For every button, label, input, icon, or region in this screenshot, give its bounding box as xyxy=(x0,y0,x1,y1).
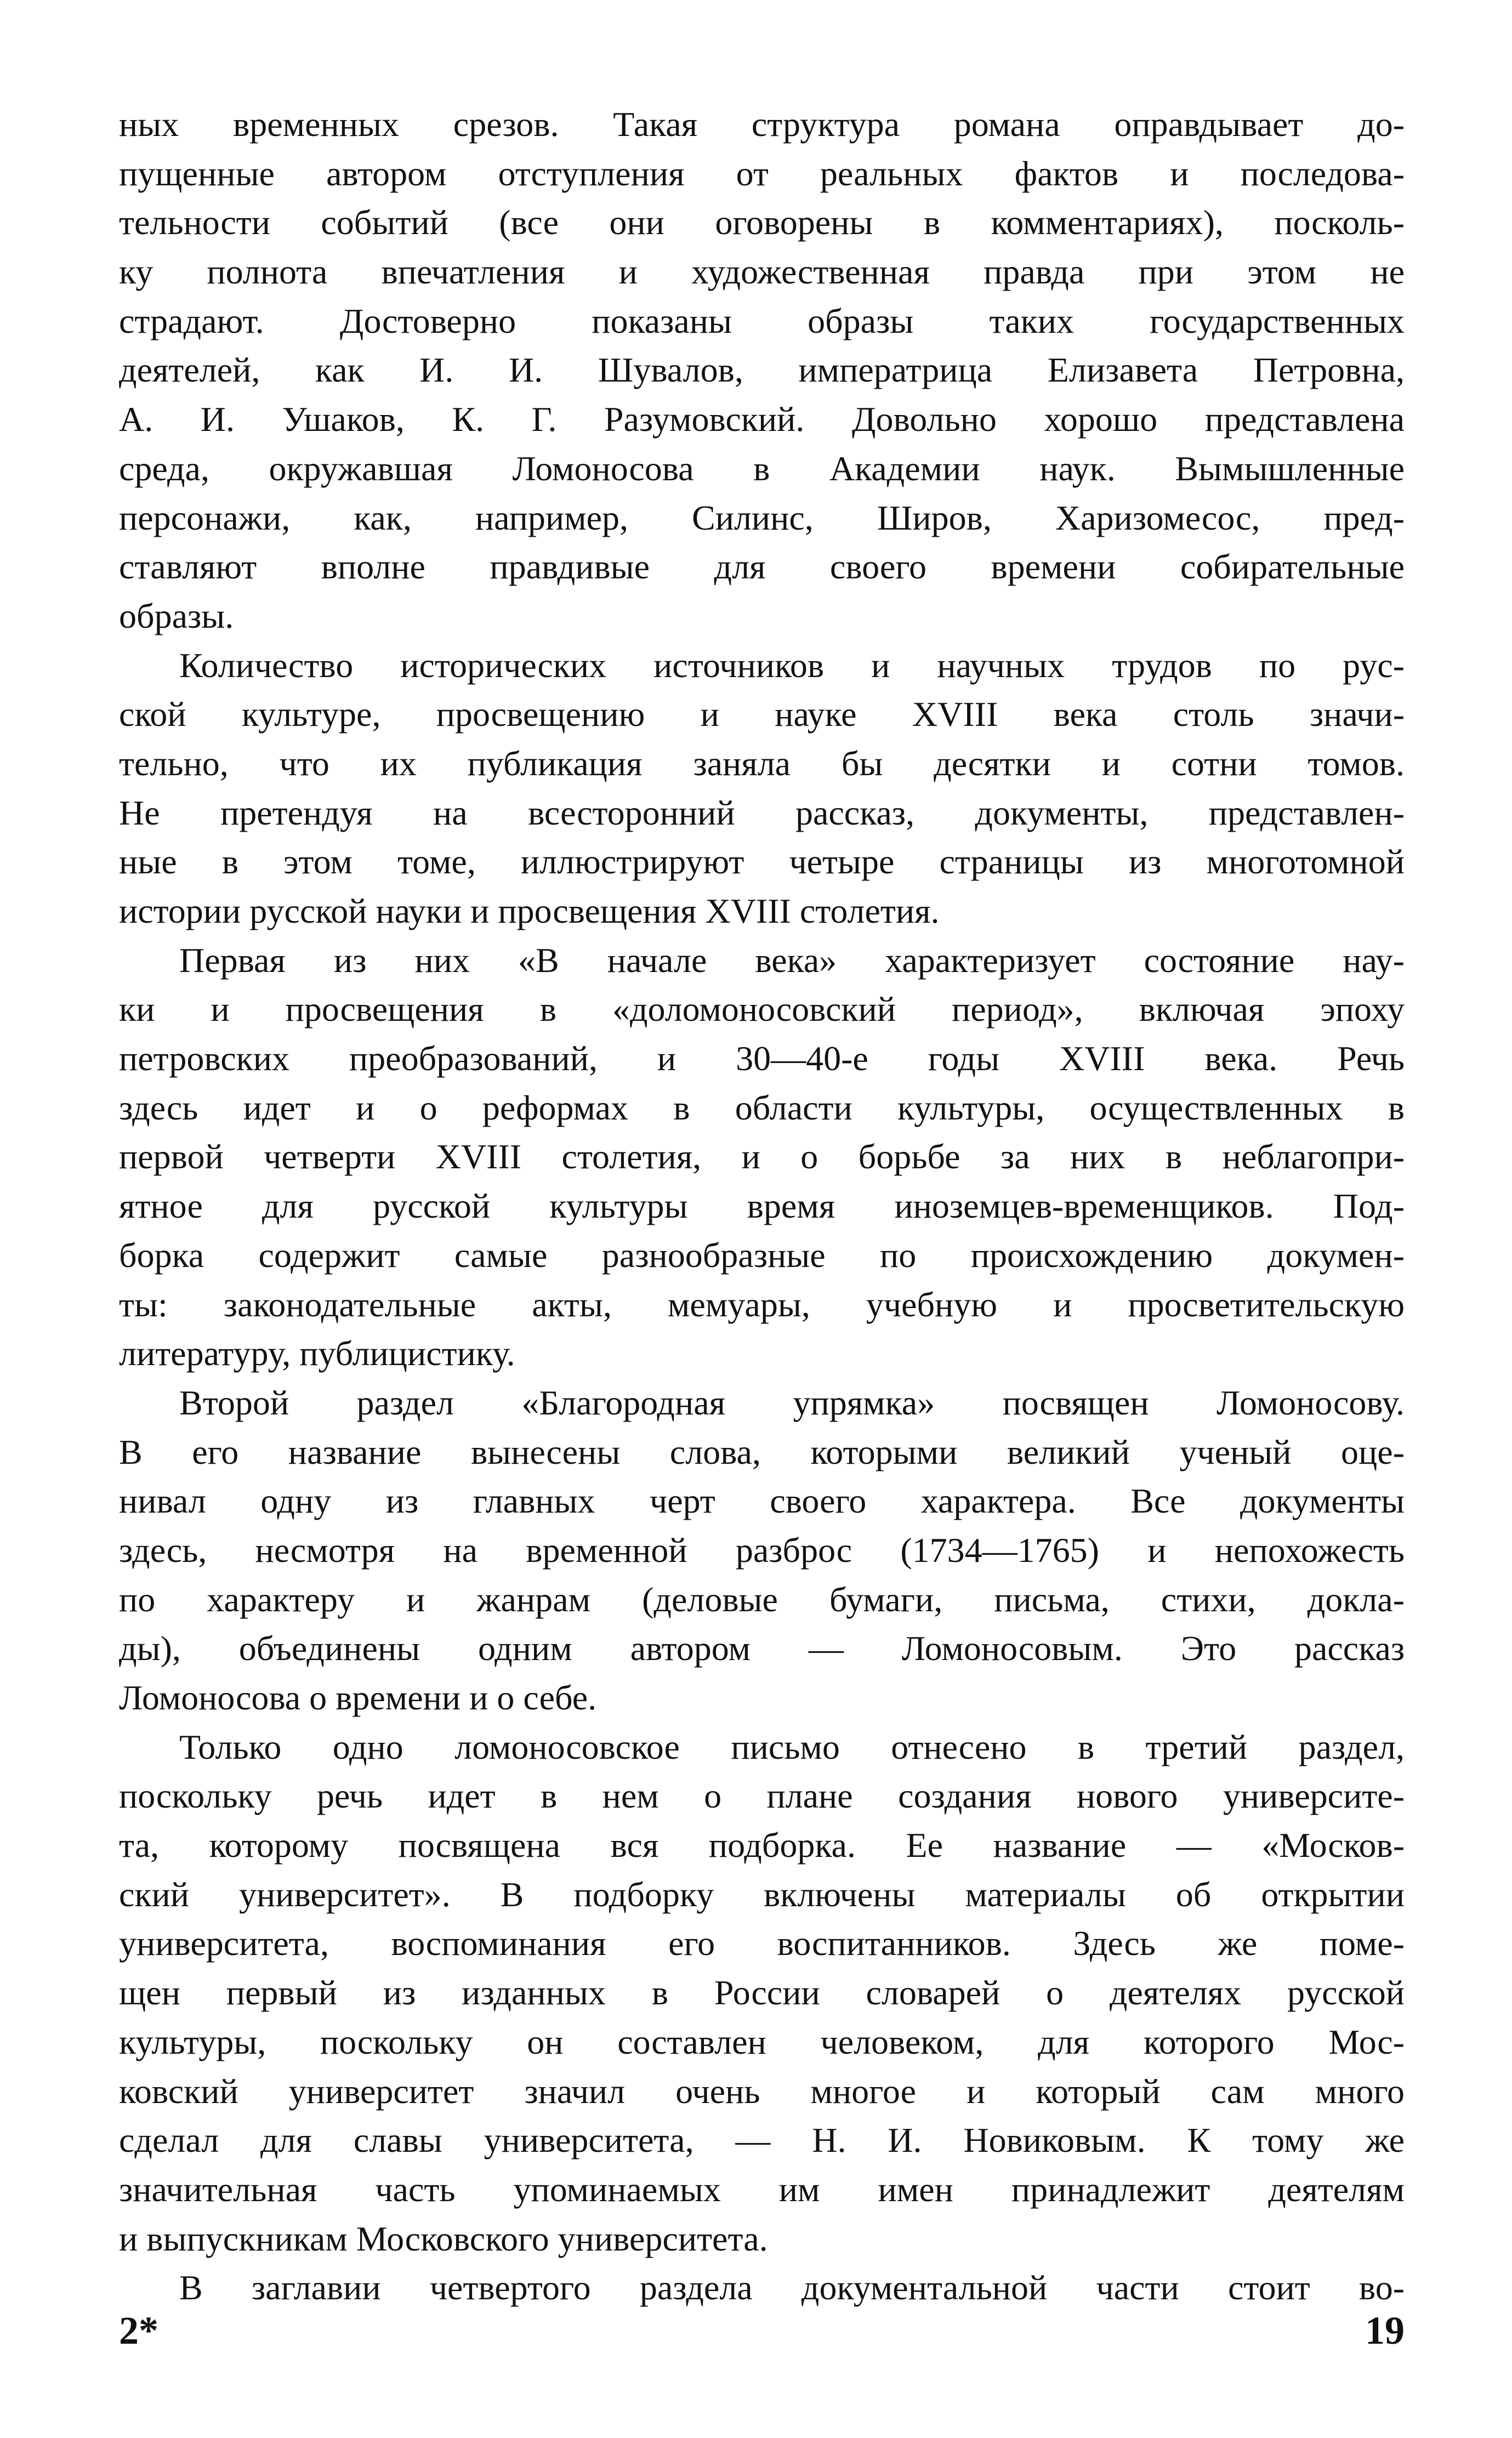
text-line: Не претендуя на всесторонний рассказ, документы, представлен- xyxy=(119,793,1405,832)
text-line: ский университет». В подборку включены материалы об открытии xyxy=(119,1874,1405,1914)
text-line: В его название вынесены слова, которыми великий ученый оце- xyxy=(119,1432,1405,1471)
text-line: ской культуре, просвещению и науке XVIII века столь значи- xyxy=(119,695,1405,734)
text-line: университета, воспоминания его воспитанников. Здесь же поме- xyxy=(119,1924,1405,1963)
text-line: образы. xyxy=(119,596,234,635)
text-line: щен первый из изданных в России словарей о деятелях русской xyxy=(119,1973,1405,2013)
text-line: персонажи, как, например, Силинс, Широв, Харизомесос, пред- xyxy=(119,498,1405,537)
document-body xyxy=(119,100,1405,2312)
text-line: ные в этом томе, иллюстрируют четыре страницы из многотомной xyxy=(119,842,1405,882)
text-line: страдают. Достоверно показаны образы таких государственных xyxy=(119,301,1405,340)
text-line: ты: законодательные акты, мемуары, учебную и просветительскую xyxy=(119,1285,1405,1324)
page-footer xyxy=(119,2308,1405,2363)
text-line: сделал для славы университета, — Н. И. Новиковым. К тому же xyxy=(119,2121,1405,2160)
text-line: та, которому посвящена вся подборка. Ее название — «Москов- xyxy=(119,1826,1405,1865)
text-line: истории русской науки и просвещения XVIII столетия. xyxy=(119,891,940,930)
text-line: здесь идет и о реформах в области культуры, осуществленных в xyxy=(119,1088,1405,1127)
text-line: и выпускникам Московского университета. xyxy=(119,2219,768,2258)
text-line: А. И. Ушаков, К. Г. Разумовский. Довольно хорошо представлена xyxy=(119,400,1405,439)
page-number: 19 xyxy=(1365,2309,1405,2352)
text-line: ставляют вполне правдивые для своего времени собирательные xyxy=(119,547,1405,587)
text-line: культуры, поскольку он составлен человеком, для которого Мос- xyxy=(119,2022,1405,2061)
text-line: ковский университет значил очень многое и который сам много xyxy=(119,2071,1405,2111)
text-line: литературу, публицистику. xyxy=(119,1334,515,1373)
text-line: Количество исторических источников и научных трудов по рус- xyxy=(179,645,1405,685)
text-line: пущенные автором отступления от реальных фактов и последова- xyxy=(119,154,1405,193)
text-line: борка содержит самые разнообразные по происхождению докумен- xyxy=(119,1235,1405,1275)
text-line: деятелей, как И. И. Шувалов, императрица Елизавета Петровна, xyxy=(119,350,1405,390)
text-line: ку полнота впечатления и художественная правда при этом не xyxy=(119,252,1405,292)
text-line: первой четверти XVIII столетия, и о борьбе за них в неблагопри- xyxy=(119,1137,1405,1177)
text-line: Ломоносова о времени и о себе. xyxy=(119,1678,597,1717)
text-line: петровских преобразований, и 30—40-е годы XVIII века. Речь xyxy=(119,1039,1405,1078)
text-line: ных временных срезов. Такая структура романа оправдывает до- xyxy=(119,105,1405,144)
text-line: по характеру и жанрам (деловые бумаги, письма, стихи, докла- xyxy=(119,1579,1405,1619)
text-line: В заглавии четвертого раздела документальной части стоит во- xyxy=(179,2268,1405,2308)
text-line: Первая из них «В начале века» характеризует состояние нау- xyxy=(179,940,1405,980)
text-line: значительная часть упоминаемых им имен принадлежит деятелям xyxy=(119,2169,1405,2209)
text-line: Только одно ломоносовское письмо отнесено в третий раздел, xyxy=(179,1727,1405,1766)
signature-mark: 2* xyxy=(119,2309,158,2352)
text-line: нивал одну из главных черт своего характера. Все документы xyxy=(119,1481,1405,1521)
text-line: тельности событий (все они оговорены в комментариях), посколь- xyxy=(119,203,1405,242)
text-line: ки и просвещения в «доломоносовский период», включая эпоху xyxy=(119,990,1405,1029)
text-line: здесь, несмотря на временной разброс (1734—1765) и непохожесть xyxy=(119,1530,1405,1570)
text-line: ды), объединены одним автором — Ломоносовым. Это рассказ xyxy=(119,1629,1405,1668)
text-line: среда, окружавшая Ломоносова в Академии наук. Вымышленные xyxy=(119,448,1405,488)
text-line: поскольку речь идет в нем о плане создания нового университе- xyxy=(119,1776,1405,1816)
text-line: Второй раздел «Благородная упрямка» посвящен Ломоносову. xyxy=(179,1383,1405,1422)
text-line: ятное для русской культуры время иноземцев-временщиков. Под- xyxy=(119,1186,1405,1226)
text-line: тельно, что их публикация заняла бы десятки и сотни томов. xyxy=(119,743,1405,783)
